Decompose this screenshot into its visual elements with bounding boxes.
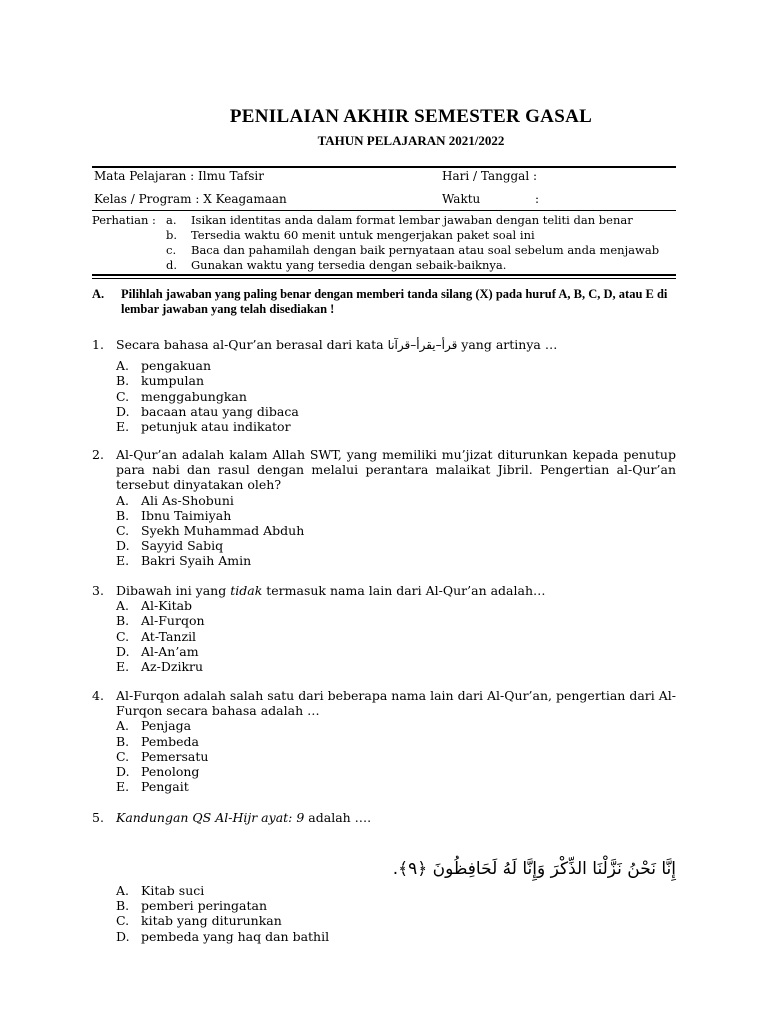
option-d[interactable]: D. bacaan atau yang dibaca xyxy=(116,403,299,419)
question-1 xyxy=(92,337,676,434)
option-c[interactable]: C. kitab yang diturunkan xyxy=(116,913,282,929)
option-a[interactable]: A. pengakuan xyxy=(116,358,212,374)
option-b[interactable]: B. kumpulan xyxy=(116,373,205,389)
page-title: PENILAIAN AKHIR SEMESTER GASAL xyxy=(229,106,593,127)
section-letter: A. xyxy=(92,287,105,301)
question-text: Kandungan QS Al-Hijr ayat: 9 adalah …. xyxy=(116,810,372,825)
option-list xyxy=(92,718,676,794)
page-subtitle: TAHUN PELAJARAN 2021/2022 xyxy=(317,133,505,148)
option-d[interactable]: D. Al-An’am xyxy=(116,643,199,659)
option-list xyxy=(92,883,676,944)
question-number: 4. xyxy=(92,688,104,703)
question-text: Al-Qur’an adalah kalam Allah SWT, yang memiliki mu’jizat diturunkan kepada penutup para nabi dan rasul dengan melalui perantara malaikat Jibril. Pengertian al-Qur’an tersebut dinyatakan oleh? xyxy=(116,447,676,493)
option-b[interactable]: B. Pembeda xyxy=(116,733,199,749)
option-d[interactable]: D. Penolong xyxy=(116,764,200,780)
question-number: 1. xyxy=(92,337,104,352)
arabic-word: قرأ–يقرأ–قرآنا xyxy=(387,338,458,352)
option-c[interactable]: C. Pemersatu xyxy=(116,748,209,764)
option-list xyxy=(92,493,676,569)
section-text: Pilihlah jawaban yang paling benar dengan memberi tanda silang (X) pada huruf A, B, C, D, atau E di lembar jawaban yang telah disediakan ! xyxy=(121,287,668,316)
option-e[interactable]: E. Pengait xyxy=(116,779,189,795)
question-5 xyxy=(92,810,676,825)
divider xyxy=(92,210,676,211)
arabic-verse: إِنَّا نَحْنُ نَزَّلْنَا الذِّكْرَ وَإِنَّا لَهُ لَحَافِظُونَ ﴿٩﴾. xyxy=(392,859,676,879)
option-c[interactable]: C. At-Tanzil xyxy=(116,628,197,644)
option-a[interactable]: A. Penjaga xyxy=(116,718,192,734)
option-a[interactable]: A. Kitab suci xyxy=(116,883,205,898)
question-3 xyxy=(92,583,676,674)
divider xyxy=(92,274,676,276)
divider xyxy=(92,278,676,279)
question-text: Secara bahasa al-Qur’an berasal dari kata قرأ–يقرأ–قرآنا yang artinya … xyxy=(116,337,558,352)
date-field: Hari / Tanggal : xyxy=(442,169,538,183)
subject-field: Mata Pelajaran : Ilmu Tafsir xyxy=(94,169,264,183)
class-field: Kelas / Program : X Keagamaan xyxy=(94,192,287,206)
instructions-label: Perhatian : xyxy=(92,213,156,227)
question-2 xyxy=(92,447,676,569)
question-5-options xyxy=(92,883,676,944)
option-c[interactable]: C. Syekh Muhammad Abduh xyxy=(116,523,305,539)
instruction-item: a. Isikan identitas anda dalam format lembar jawaban dengan teliti dan benar xyxy=(166,213,633,227)
option-d[interactable]: D. pembeda yang haq dan bathil xyxy=(116,928,330,944)
time-field-label: Waktu xyxy=(442,192,481,206)
question-number: 2. xyxy=(92,447,104,462)
option-b[interactable]: B. Al-Furqon xyxy=(116,613,205,629)
option-e[interactable]: E. Bakri Syaih Amin xyxy=(116,553,252,569)
question-text: Al-Furqon adalah salah satu dari beberapa nama lain dari Al-Qur’an, pengertian dari Al-Furqon secara bahasa adalah … xyxy=(116,688,676,719)
divider xyxy=(92,166,676,168)
option-list xyxy=(92,358,676,434)
question-text: Dibawah ini yang tidak termasuk nama lain dari Al-Qur’an adalah… xyxy=(116,583,546,598)
instruction-item: c. Baca dan pahamilah dengan baik pernyataan atau soal sebelum anda menjawab xyxy=(166,243,660,257)
option-d[interactable]: D. Sayyid Sabiq xyxy=(116,538,224,554)
option-a[interactable]: A. Al-Kitab xyxy=(116,598,193,614)
option-b[interactable]: B. Ibnu Taimiyah xyxy=(116,507,232,523)
question-number: 3. xyxy=(92,583,104,598)
question-number: 5. xyxy=(92,810,104,825)
option-b[interactable]: B. pemberi peringatan xyxy=(116,898,268,914)
option-a[interactable]: A. Ali As-Shobuni xyxy=(116,492,234,508)
option-e[interactable]: E. Az-Dzikru xyxy=(116,659,204,675)
instruction-item: b. Tersedia waktu 60 menit untuk mengerjakan paket soal ini xyxy=(166,228,535,242)
option-list xyxy=(92,598,676,674)
option-c[interactable]: C. menggabungkan xyxy=(116,388,247,404)
option-e[interactable]: E. petunjuk atau indikator xyxy=(116,419,291,435)
instruction-item: d. Gunakan waktu yang tersedia dengan sebaik-baiknya. xyxy=(166,258,507,272)
section-instruction xyxy=(92,287,676,317)
question-4 xyxy=(92,688,676,794)
time-field-colon: : xyxy=(535,192,540,206)
